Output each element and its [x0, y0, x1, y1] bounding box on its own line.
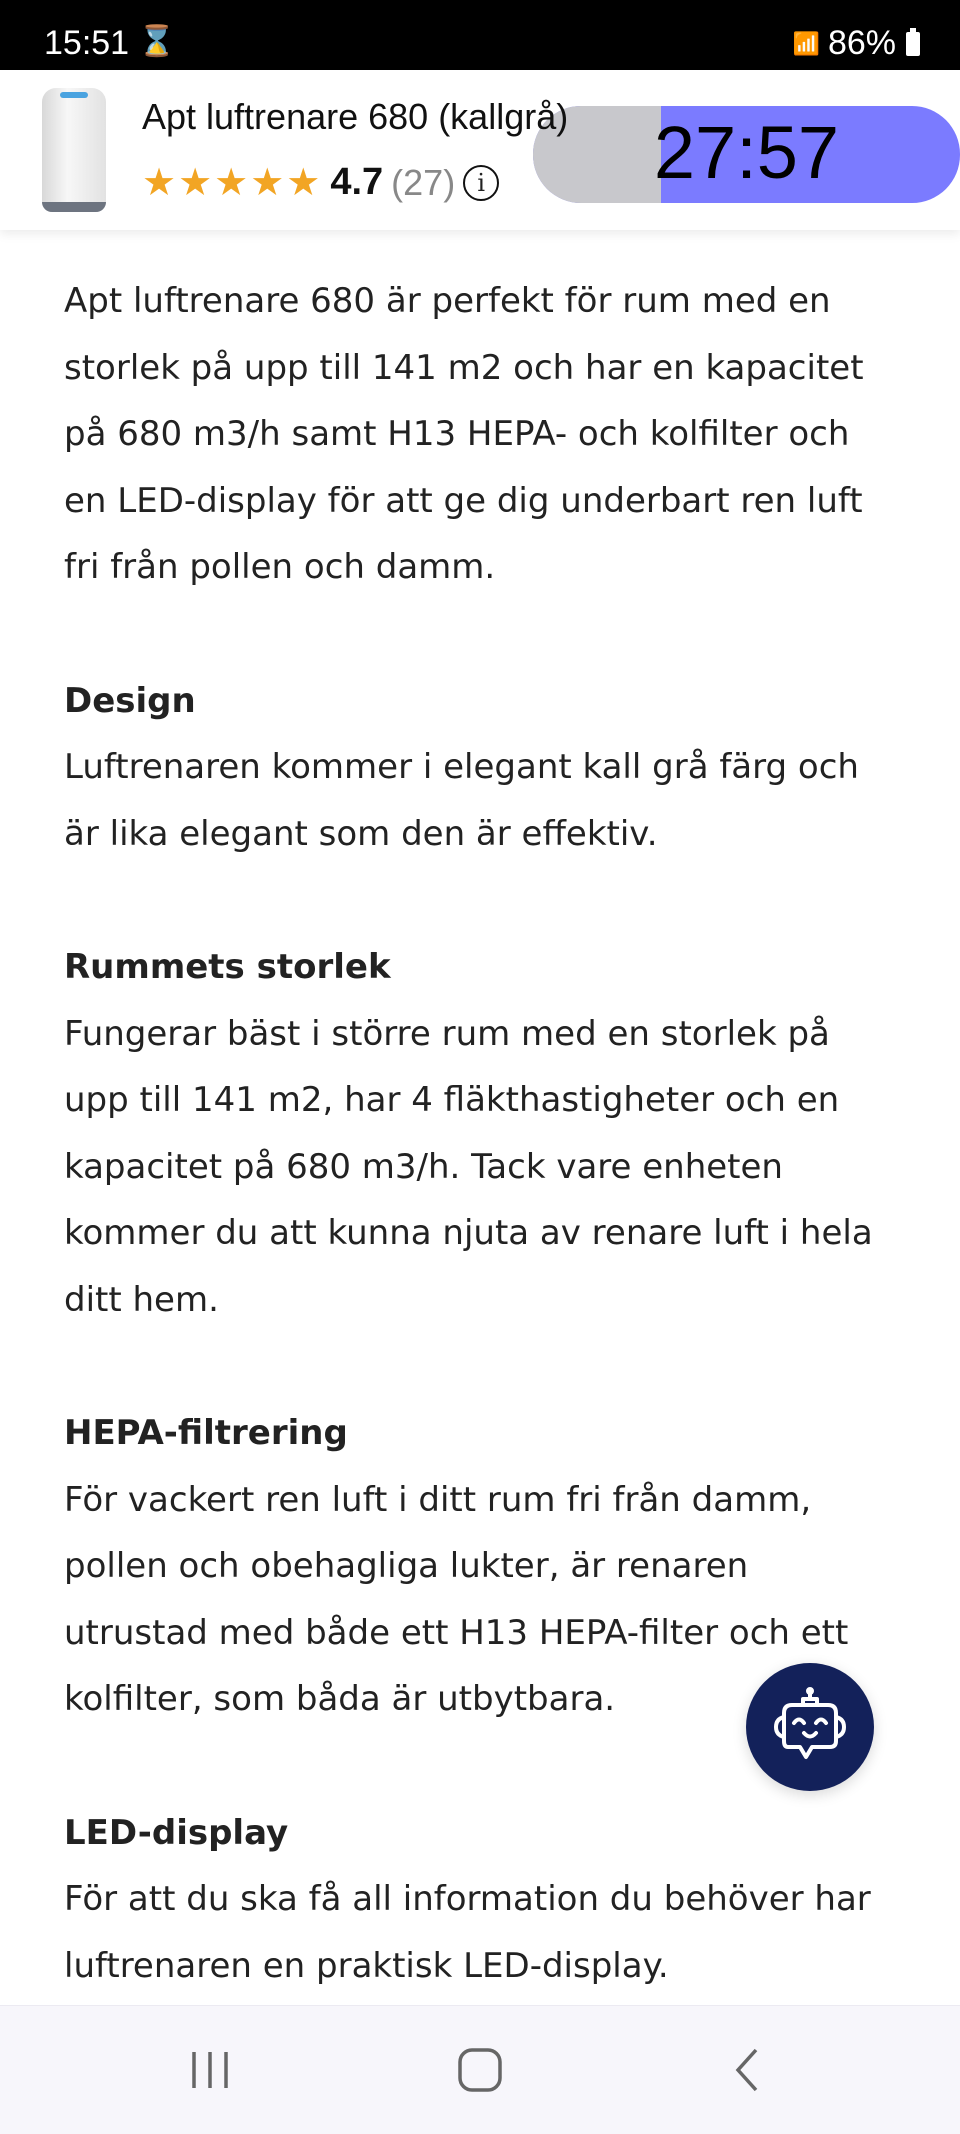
star-rating-icon: ★★★★★ [142, 162, 323, 204]
intro-text-line: på 680 m3/h samt H13 HEPA- och kolfilter och [64, 414, 850, 455]
section-heading: Rummets storlek [64, 946, 391, 987]
intro-text-line: en LED-display för att ge dig underbart ren luft [64, 480, 863, 521]
section-text-line: upp till 141 m2, har 4 fläkthastigheter och en [64, 1080, 840, 1121]
paragraph-gap [64, 601, 924, 668]
section-text-line: kapacitet på 680 m3/h. Tack vare enheten [64, 1146, 783, 1187]
system-navigation-bar [0, 2005, 960, 2134]
timer-overlay [533, 106, 960, 203]
intro-text-line: fri från pollen och damm. [64, 547, 496, 588]
info-icon[interactable]: i [463, 165, 499, 201]
section-text-line: kolfilter, som båda är utbytbara. [64, 1679, 616, 1720]
timer-text: 27:57 [653, 111, 840, 194]
product-title: Apt luftrenare 680 (kallgrå) [142, 96, 569, 137]
section-text-line: kommer du att kunna njuta av renare luft i hela [64, 1213, 873, 1254]
chat-bot-button[interactable] [746, 1663, 874, 1791]
section-text-line: utrustad med både ett H13 HEPA-filter och ett [64, 1612, 849, 1653]
section-text-line: För att du ska få all information du behöver har [64, 1879, 871, 1920]
wifi-signal-icon: 📶 [792, 30, 818, 56]
section-heading: Design [64, 680, 196, 721]
section-heading: HEPA-filtrering [64, 1413, 348, 1454]
intro-text-line: Apt luftrenare 680 är perfekt för rum med en [64, 281, 831, 321]
intro-text-line: storlek på upp till 141 m2 och har en kapacitet [64, 347, 864, 388]
section-heading: LED-display [64, 1812, 289, 1853]
home-icon[interactable] [450, 2040, 510, 2100]
battery-percent: 86% [827, 24, 896, 62]
rating-row[interactable] [142, 160, 499, 205]
battery-icon [906, 32, 920, 56]
status-bar [0, 0, 960, 70]
rating-score: 4.7 [330, 161, 384, 203]
section-text-line: är lika elegant som den är effektiv. [64, 813, 658, 854]
clock: 15:51 [44, 24, 130, 62]
robot-icon [746, 1663, 874, 1791]
section-text-line: pollen och obehagliga lukter, är renaren [64, 1546, 749, 1587]
section-text-line: ditt hem. [64, 1279, 219, 1320]
paragraph-gap [64, 867, 924, 934]
review-count: (27) [391, 161, 456, 203]
hourglass-icon: ⌛ [138, 25, 176, 58]
section-text-line: För vackert ren luft i ditt rum fri från damm, [64, 1479, 812, 1520]
section-text-line: luftrenaren en praktisk LED-display. [64, 1945, 669, 1986]
product-image[interactable] [42, 88, 106, 212]
paragraph-gap [64, 1334, 924, 1401]
section-text-line: Luftrenaren kommer i elegant kall grå färg och [64, 747, 859, 788]
recent-apps-icon[interactable] [180, 2040, 240, 2100]
back-icon[interactable] [718, 2040, 778, 2100]
section-text-line: Fungerar bäst i större rum med en storlek på [64, 1013, 830, 1054]
